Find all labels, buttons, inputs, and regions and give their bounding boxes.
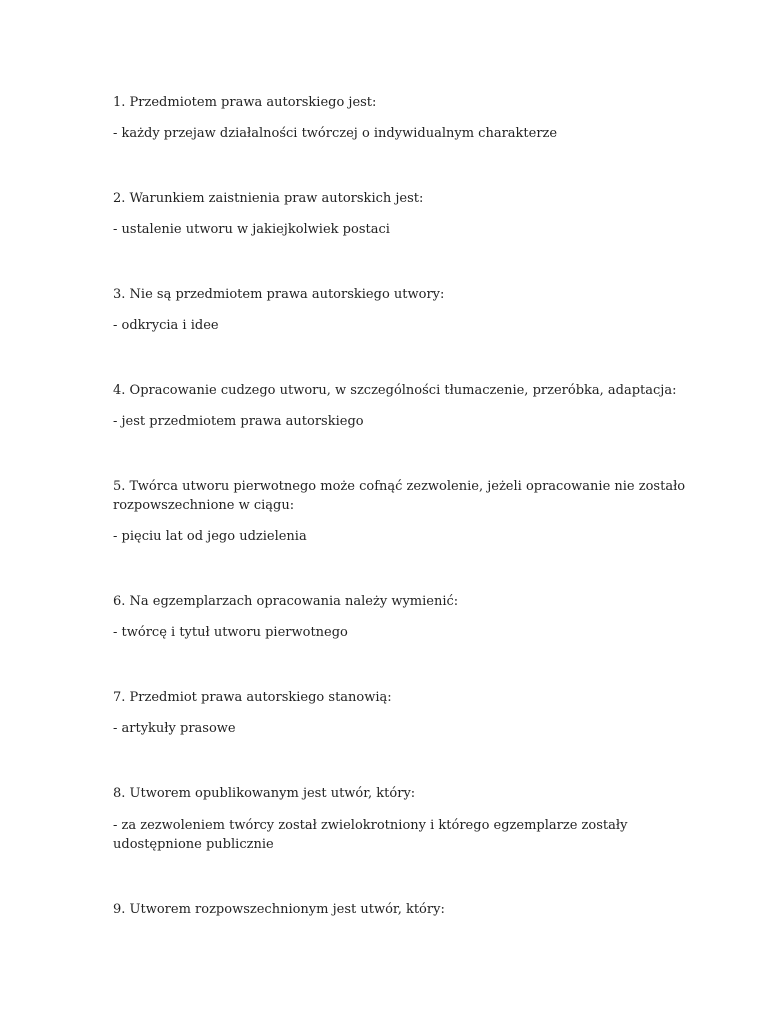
question-3: 3. Nie są przedmiotem prawa autorskiego utwory: xyxy=(113,287,445,302)
answer-8-line-2: udostępnione publicznie xyxy=(113,837,274,852)
answer-7: - artykuły prasowe xyxy=(113,721,236,736)
question-7: 7. Przedmiot prawa autorskiego stanowią: xyxy=(113,690,392,705)
question-8: 8. Utworem opublikowanym jest utwór, który: xyxy=(113,786,416,801)
answer-4: - jest przedmiotem prawa autorskiego xyxy=(113,414,364,429)
question-5-line-2: rozpowszechnione w ciągu: xyxy=(113,498,295,513)
question-4: 4. Opracowanie cudzego utworu, w szczególności tłumaczenie, przeróbka, adaptacja: xyxy=(113,383,677,398)
answer-6: - twórcę i tytuł utworu pierwotnego xyxy=(113,625,348,640)
answer-5: - pięciu lat od jego udzielenia xyxy=(113,529,307,544)
question-9: 9. Utworem rozpowszechnionym jest utwór, który: xyxy=(113,902,445,917)
question-1: 1. Przedmiotem prawa autorskiego jest: xyxy=(113,95,377,110)
question-2: 2. Warunkiem zaistnienia praw autorskich jest: xyxy=(113,191,424,206)
answer-8-line-1: - za zezwoleniem twórcy został zwielokrotniony i którego egzemplarze zostały xyxy=(113,818,628,833)
answer-1: - każdy przejaw działalności twórczej o indywidualnym charakterze xyxy=(113,126,558,141)
question-5-line-1: 5. Twórca utworu pierwotnego może cofnąć zezwolenie, jeżeli opracowanie nie zostało xyxy=(113,479,686,494)
question-6: 6. Na egzemplarzach opracowania należy wymienić: xyxy=(113,594,459,609)
answer-3: - odkrycia i idee xyxy=(113,318,219,333)
answer-2: - ustalenie utworu w jakiejkolwiek postaci xyxy=(113,222,390,237)
